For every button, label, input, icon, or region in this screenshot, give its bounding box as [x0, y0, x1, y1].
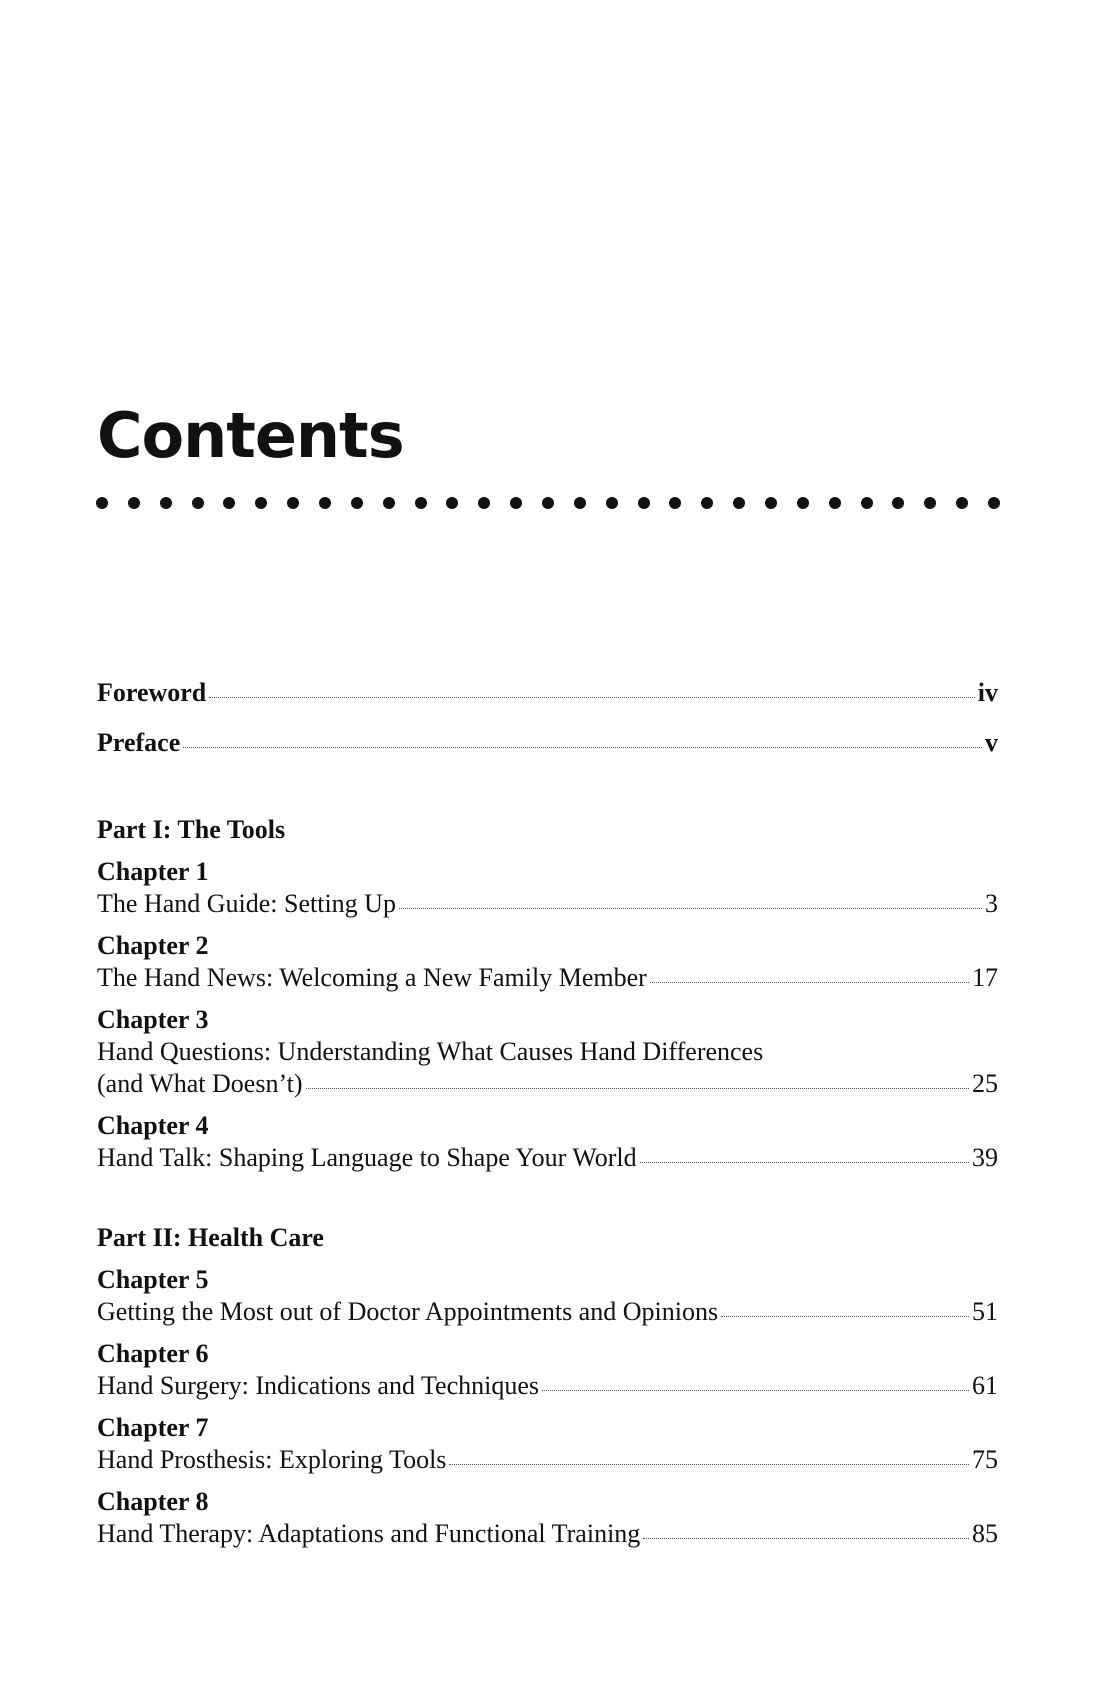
- divider-dot: [956, 497, 968, 509]
- toc-page-number: 39: [972, 1143, 998, 1172]
- toc-chapter-title: Hand Prosthesis: Exploring Tools: [97, 1445, 447, 1474]
- dot-leader: [650, 982, 969, 983]
- dot-leader: [721, 1316, 969, 1317]
- toc-page-number: v: [985, 728, 998, 757]
- toc-chapter-title: Getting the Most out of Doctor Appointments and Opinions: [97, 1297, 719, 1326]
- toc-part-heading[interactable]: Part II: Health Care: [97, 1223, 324, 1252]
- divider-dot: [255, 497, 267, 509]
- divider-dot: [415, 497, 427, 509]
- toc-chapter-title: The Hand Guide: Setting Up: [97, 889, 396, 918]
- toc-chapter-title: (and What Doesn’t): [97, 1069, 303, 1098]
- divider-dot: [192, 497, 204, 509]
- toc-chapter-title-row: [97, 1518, 998, 1550]
- toc-chapter-title: Hand Surgery: Indications and Techniques: [97, 1371, 540, 1400]
- divider-dot: [988, 497, 1000, 509]
- dot-leader: [399, 908, 982, 909]
- divider-dot: [351, 497, 363, 509]
- toc-chapter-title-row: [97, 888, 998, 920]
- divider-dot: [733, 497, 745, 509]
- divider-dot: [287, 497, 299, 509]
- toc-chapter-number: Chapter 2: [97, 931, 209, 960]
- toc-chapter-number: Chapter 8: [97, 1487, 209, 1516]
- toc-chapter-title: Hand Therapy: Adaptations and Functional Training: [97, 1519, 641, 1548]
- divider-dot: [765, 497, 777, 509]
- divider-dot: [574, 497, 586, 509]
- toc-chapter[interactable]: [97, 1264, 998, 1328]
- toc-chapter[interactable]: [97, 930, 998, 994]
- toc-entry-label: Preface: [97, 728, 181, 757]
- divider-dot: [669, 497, 681, 509]
- dot-leader: [306, 1088, 969, 1089]
- toc-chapter-title-row: [97, 1444, 998, 1476]
- toc-parts: [97, 814, 998, 1550]
- toc-chapter-title-row: [97, 1142, 998, 1174]
- divider-dot: [829, 497, 841, 509]
- divider-dot: [478, 497, 490, 509]
- toc-part-heading[interactable]: Part I: The Tools: [97, 815, 286, 844]
- toc-entry-preface[interactable]: [97, 727, 998, 759]
- divider-dot: [510, 497, 522, 509]
- toc-page-number: 25: [972, 1069, 998, 1098]
- dot-leader: [640, 1162, 969, 1163]
- toc-page-number: 85: [972, 1519, 998, 1548]
- toc-chapter-number: Chapter 7: [97, 1413, 209, 1442]
- toc-chapter-title: The Hand News: Welcoming a New Family Member: [97, 963, 647, 992]
- divider-dot: [319, 497, 331, 509]
- toc-page-number: 51: [972, 1297, 998, 1326]
- toc-chapter[interactable]: [97, 856, 998, 920]
- toc-page-number: 3: [985, 889, 998, 918]
- toc-chapter[interactable]: [97, 1110, 998, 1174]
- toc-chapter-number: Chapter 1: [97, 857, 209, 886]
- divider-dot: [160, 497, 172, 509]
- divider-dot: [701, 497, 713, 509]
- toc-chapter-number: Chapter 4: [97, 1111, 209, 1140]
- divider-dot: [924, 497, 936, 509]
- toc-chapter[interactable]: [97, 1004, 998, 1100]
- divider-dot: [861, 497, 873, 509]
- toc-chapter-title: Hand Talk: Shaping Language to Shape Your World: [97, 1143, 637, 1172]
- dot-leader: [542, 1390, 969, 1391]
- divider-dot: [96, 497, 108, 509]
- toc-part: [97, 814, 998, 1174]
- divider-dot: [797, 497, 809, 509]
- divider-dot: [638, 497, 650, 509]
- table-of-contents: [97, 677, 998, 1550]
- divider-dot: [892, 497, 904, 509]
- divider-dot: [128, 497, 140, 509]
- toc-chapter[interactable]: [97, 1412, 998, 1476]
- dot-leader: [643, 1538, 969, 1539]
- toc-page-number: 75: [972, 1445, 998, 1474]
- dot-leader: [209, 697, 974, 698]
- toc-chapter-number: Chapter 5: [97, 1265, 209, 1294]
- toc-chapter-title-row: [97, 1068, 998, 1100]
- divider-dot: [606, 497, 618, 509]
- toc-chapter-title-row: [97, 1296, 998, 1328]
- dot-leader: [183, 747, 982, 748]
- toc-entry-label: Foreword: [97, 678, 207, 707]
- toc-page-number: 17: [972, 963, 998, 992]
- toc-chapter-number: Chapter 3: [97, 1005, 209, 1034]
- divider-dot: [542, 497, 554, 509]
- toc-chapter-number: Chapter 6: [97, 1339, 209, 1368]
- toc-chapter-title-row: [97, 962, 998, 994]
- dotted-divider: [96, 497, 1000, 511]
- divider-dot: [446, 497, 458, 509]
- toc-chapter-title-line: Hand Questions: Understanding What Causes Hand Differences: [97, 1037, 764, 1066]
- page-title: Contents: [97, 399, 404, 472]
- toc-entry-foreword[interactable]: [97, 677, 998, 709]
- toc-page-number: 61: [972, 1371, 998, 1400]
- toc-page-number: iv: [977, 678, 998, 707]
- toc-chapter[interactable]: [97, 1486, 998, 1550]
- divider-dot: [223, 497, 235, 509]
- divider-dot: [383, 497, 395, 509]
- toc-part: [97, 1222, 998, 1550]
- dot-leader: [449, 1464, 969, 1465]
- toc-chapter-title-row: [97, 1370, 998, 1402]
- toc-chapter[interactable]: [97, 1338, 998, 1402]
